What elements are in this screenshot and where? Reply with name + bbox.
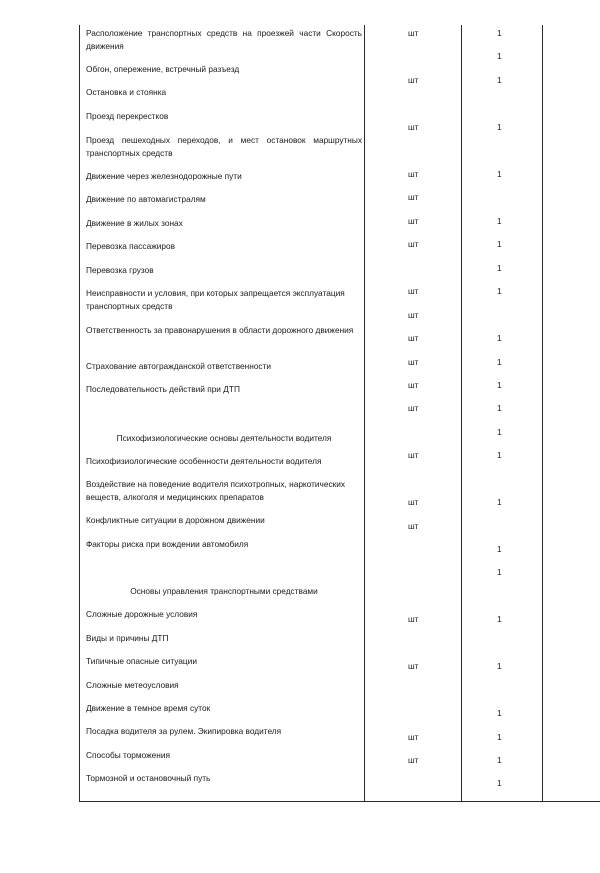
table-row-label: Тормозной и остановочный путь bbox=[86, 773, 211, 783]
quantity-cell: 1 bbox=[497, 239, 502, 249]
unit-cell: шт bbox=[408, 333, 419, 343]
quantity-cell: 1 bbox=[497, 122, 502, 132]
quantity-cell: 1 bbox=[497, 28, 502, 38]
column-divider-unit-qty bbox=[461, 25, 462, 801]
table-row-label: Виды и причины ДТП bbox=[86, 633, 169, 643]
table-row-label: Движение в жилых зонах bbox=[86, 218, 183, 228]
table-row-label: Неисправности и условия, при которых запрещается эксплуатация транспортных средств bbox=[86, 288, 345, 311]
unit-cell: шт bbox=[408, 239, 419, 249]
quantity-cell: 1 bbox=[497, 333, 502, 343]
table-row-label: Перевозка пассажиров bbox=[86, 241, 176, 251]
quantity-cell: 1 bbox=[497, 286, 502, 296]
unit-cell: шт bbox=[408, 122, 419, 132]
table-row-label: Психофизиологические особенности деятельности водителя bbox=[86, 456, 322, 466]
quantity-cell: 1 bbox=[497, 51, 502, 61]
quantity-cell: 1 bbox=[497, 755, 502, 765]
table-row-label: Сложные метеоусловия bbox=[86, 680, 179, 690]
unit-cell: шт bbox=[408, 614, 419, 624]
quantity-cell: 1 bbox=[497, 614, 502, 624]
table-row-label: Остановка и стоянка bbox=[86, 87, 167, 97]
table-row-label: Посадка водителя за рулем. Экипировка водителя bbox=[86, 726, 282, 736]
table-row-label: Факторы риска при вождении автомобиля bbox=[86, 539, 249, 549]
section-heading: Основы управления транспортными средствами bbox=[130, 586, 318, 596]
table-row-label: Перевозка грузов bbox=[86, 265, 154, 275]
unit-cell: шт bbox=[408, 661, 419, 671]
unit-cell: шт bbox=[408, 732, 419, 742]
quantity-cell: 1 bbox=[497, 661, 502, 671]
quantity-cell: 1 bbox=[497, 169, 502, 179]
table-row-label: Движение в темное время суток bbox=[86, 703, 211, 713]
quantity-cell: 1 bbox=[497, 403, 502, 413]
unit-cell: шт bbox=[408, 75, 419, 85]
table-row-label: Последовательность действий при ДТП bbox=[86, 384, 240, 394]
quantity-cell: 1 bbox=[497, 357, 502, 367]
table-row-label: Сложные дорожные условия bbox=[86, 609, 198, 619]
quantity-cell: 1 bbox=[497, 75, 502, 85]
unit-cell: шт bbox=[408, 521, 419, 531]
table-row-label: Воздействие на поведение водителя психотропных, наркотических веществ, алкоголя и медицинских препаратов bbox=[86, 479, 346, 502]
unit-cell: шт bbox=[408, 169, 419, 179]
table-row-label: Расположение транспортных средств на проезжей части Скорость движения bbox=[86, 28, 362, 51]
unit-cell: шт bbox=[408, 450, 419, 460]
table-row-label: Ответственность за правонарушения в области дорожного движения bbox=[86, 325, 354, 335]
table-row-label: Конфликтные ситуации в дорожном движении bbox=[86, 515, 265, 525]
unit-cell: шт bbox=[408, 216, 419, 226]
table-row-label: Обгон, опережение, встречный разъезд bbox=[86, 64, 240, 74]
unit-cell: шт bbox=[408, 310, 419, 320]
table-row-label: Проезд перекрестков bbox=[86, 111, 169, 121]
table-row-label: Типичные опасные ситуации bbox=[86, 656, 197, 666]
table-row-label: Способы торможения bbox=[86, 750, 171, 760]
quantity-cell: 1 bbox=[497, 708, 502, 718]
quantity-cell: 1 bbox=[497, 216, 502, 226]
quantity-cell: 1 bbox=[497, 778, 502, 788]
quantity-cell: 1 bbox=[497, 263, 502, 273]
quantity-cell: 1 bbox=[497, 567, 502, 577]
column-divider-qty-extra bbox=[542, 25, 543, 801]
table-row-label: Движение по автомагистралям bbox=[86, 194, 206, 204]
unit-cell: шт bbox=[408, 28, 419, 38]
unit-cell: шт bbox=[408, 403, 419, 413]
unit-cell: шт bbox=[408, 497, 419, 507]
table-row-label: Движение через железнодорожные пути bbox=[86, 171, 242, 181]
table-row-label: Проезд пешеходных переходов, и мест остановок маршрутных транспортных средств bbox=[86, 135, 362, 158]
table-row-label: Страхование автогражданской ответственности bbox=[86, 361, 272, 371]
quantity-cell: 1 bbox=[497, 732, 502, 742]
quantity-cell: 1 bbox=[497, 380, 502, 390]
unit-cell: шт bbox=[408, 192, 419, 202]
section-heading: Психофизиологические основы деятельности водителя bbox=[116, 433, 332, 443]
unit-cell: шт bbox=[408, 755, 419, 765]
quantity-cell: 1 bbox=[497, 427, 502, 437]
quantity-cell: 1 bbox=[497, 497, 502, 507]
unit-cell: шт bbox=[408, 286, 419, 296]
column-divider-name-unit bbox=[364, 25, 365, 801]
quantity-cell: 1 bbox=[497, 544, 502, 554]
unit-cell: шт bbox=[408, 357, 419, 367]
unit-cell: шт bbox=[408, 380, 419, 390]
quantity-cell: 1 bbox=[497, 450, 502, 460]
